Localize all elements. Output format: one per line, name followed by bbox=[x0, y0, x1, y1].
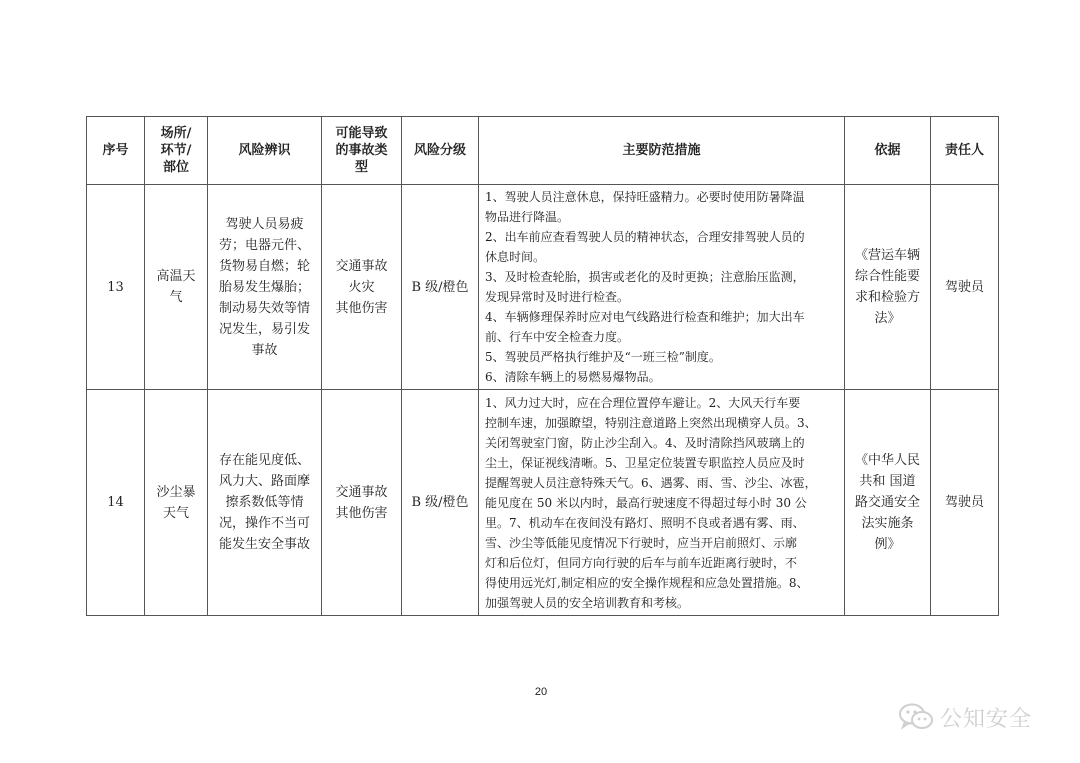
cell-line: 风力大、路面摩 bbox=[218, 474, 310, 489]
header-accident bbox=[322, 117, 402, 185]
cell-line: 制动易失效等情 bbox=[218, 300, 310, 316]
header-row bbox=[87, 117, 999, 185]
cell-line: 气 bbox=[169, 290, 183, 305]
header-no: 序号 bbox=[87, 117, 145, 185]
cell-line: 沙尘暴 bbox=[156, 484, 196, 500]
cell-line: 1、驾驶人员注意休息，保持旺盛精力。必要时使用防暑降温 bbox=[485, 190, 805, 204]
cell-line: 其他伤害 bbox=[335, 300, 388, 316]
cell-line: 4、车辆修理保养时应对电气线路进行检查和维护；加大出车 bbox=[485, 310, 805, 324]
cell-line: 天气 bbox=[162, 505, 189, 521]
cell-line: 火灾 bbox=[348, 279, 375, 295]
cell-line: 2、出车前应查看驾驶人员的精神状态，合理安排驾驶人员的 bbox=[485, 230, 805, 244]
cell-level: B 级/橙色 bbox=[402, 185, 479, 390]
cell-owner: 驾驶员 bbox=[931, 390, 999, 616]
cell-line: 能见度在 50 米以内时，最高行驶速度不得超过每小时 30 公 bbox=[485, 495, 807, 510]
cell-risk-id bbox=[208, 185, 322, 390]
cell-accident bbox=[322, 390, 402, 616]
cell-owner: 驾驶员 bbox=[931, 185, 999, 390]
cell-line: 雪、沙尘等低能见度情况下行驶时，应当开启前照灯、示廓 bbox=[485, 535, 798, 550]
cell-line: 况，操作不当可 bbox=[218, 516, 310, 531]
cell-line: 里。7、机动车在夜间没有路灯、照明不良或者遇有雾、雨、 bbox=[485, 515, 805, 530]
cell-line: 尘土，保证视线清晰。5、卫星定位装置专职监控人员应及时 bbox=[485, 455, 805, 470]
cell-line: 法实施条 bbox=[861, 516, 914, 531]
cell-line: 能发生安全事故 bbox=[218, 537, 310, 552]
cell-line: 例》 bbox=[874, 537, 901, 552]
header-place bbox=[145, 117, 208, 185]
cell-level: B 级/橙色 bbox=[402, 390, 479, 616]
table-row bbox=[87, 390, 999, 616]
cell-line: 发现异常时及时进行检查。 bbox=[485, 290, 630, 304]
cell-line: 部位 bbox=[162, 160, 189, 175]
cell-line: 胎易发生爆胎； bbox=[218, 279, 310, 295]
cell-line: 3、及时检查轮胎，损害或老化的及时更换；注意胎压监测， bbox=[485, 270, 805, 284]
cell-basis bbox=[845, 390, 931, 616]
cell-line: 环节/ bbox=[160, 143, 192, 158]
page-number: 20 bbox=[534, 686, 548, 698]
cell-line: 法》 bbox=[874, 311, 901, 326]
header-owner: 责任人 bbox=[931, 117, 999, 185]
cell-line: 擦系数低等情 bbox=[225, 495, 304, 510]
cell-line: 控制车速，加强瞭望，特别注意道路上突然出现横穿人员。3、 bbox=[485, 415, 817, 430]
cell-basis bbox=[845, 185, 931, 390]
wechat-icon bbox=[898, 702, 934, 732]
cell-line: 事故 bbox=[251, 342, 278, 358]
cell-risk-id bbox=[208, 390, 322, 616]
header-measures: 主要防范措施 bbox=[479, 117, 845, 185]
cell-line: 场所/ bbox=[160, 126, 192, 141]
cell-line: 交通事故 bbox=[335, 258, 388, 274]
cell-line: 高温天 bbox=[156, 269, 196, 284]
cell-line: 其他伤害 bbox=[335, 505, 388, 521]
cell-line: 5、驾驶员严格执行维护及“一班三检”制度。 bbox=[485, 350, 721, 364]
cell-accident bbox=[322, 185, 402, 390]
cell-line: 的事故类 bbox=[335, 143, 388, 158]
cell-line: 驾驶人员易疲 bbox=[225, 216, 304, 232]
cell-line: 1、风力过大时，应在合理位置停车避让。2、大风天行车要 bbox=[485, 395, 801, 410]
cell-line: 物品进行降温。 bbox=[485, 210, 570, 224]
cell-line: 提醒驾驶人员注意特殊天气。6、遇雾、雨、雪、沙尘、冰雹， bbox=[485, 475, 817, 490]
risk-table bbox=[86, 116, 999, 616]
cell-line: 灯和后位灯，但同方向行驶的后车与前车近距离行驶时，不 bbox=[485, 555, 798, 570]
cell-no: 13 bbox=[87, 185, 145, 390]
cell-line: 型 bbox=[354, 160, 368, 175]
cell-line: 路交通安全 bbox=[854, 495, 920, 510]
watermark-text: 公知安全 bbox=[940, 706, 1033, 732]
cell-no: 14 bbox=[87, 390, 145, 616]
cell-line: 求和检验方 bbox=[854, 290, 920, 305]
cell-line: 《中华人民 bbox=[854, 453, 920, 468]
header-basis: 依据 bbox=[845, 117, 931, 185]
cell-line: 关闭驾驶室门窗，防止沙尘刮入。4、及时清除挡风玻璃上的 bbox=[485, 435, 805, 450]
cell-line: 可能导致 bbox=[335, 126, 388, 141]
cell-line: 加强驾驶人员的安全培训教育和考核。 bbox=[485, 595, 690, 610]
cell-measures bbox=[479, 185, 845, 390]
table-row bbox=[87, 185, 999, 390]
cell-line: 6、清除车辆上的易燃易爆物品。 bbox=[485, 370, 661, 384]
cell-line: 共和 国道 bbox=[859, 474, 916, 489]
cell-line: 综合性能要 bbox=[854, 269, 920, 284]
cell-place bbox=[145, 390, 208, 616]
cell-line: 存在能见度低、 bbox=[218, 453, 310, 468]
cell-line: 前、行车中安全检查力度。 bbox=[485, 330, 630, 344]
watermark bbox=[898, 700, 1032, 734]
cell-place bbox=[145, 185, 208, 390]
cell-line: 《营运车辆 bbox=[854, 248, 920, 263]
cell-line: 交通事故 bbox=[335, 484, 388, 500]
cell-line: 劳；电器元件、 bbox=[218, 237, 310, 253]
cell-line: 货物易自燃；轮 bbox=[218, 258, 310, 274]
cell-line: 休息时间。 bbox=[485, 250, 546, 264]
header-level: 风险分级 bbox=[402, 117, 479, 185]
header-risk-id: 风险辨识 bbox=[208, 117, 322, 185]
cell-measures bbox=[479, 390, 845, 616]
cell-line: 况发生，易引发 bbox=[218, 321, 310, 337]
cell-line: 得使用远光灯,制定相应的安全操作规程和应急处置措施。8、 bbox=[485, 575, 809, 590]
